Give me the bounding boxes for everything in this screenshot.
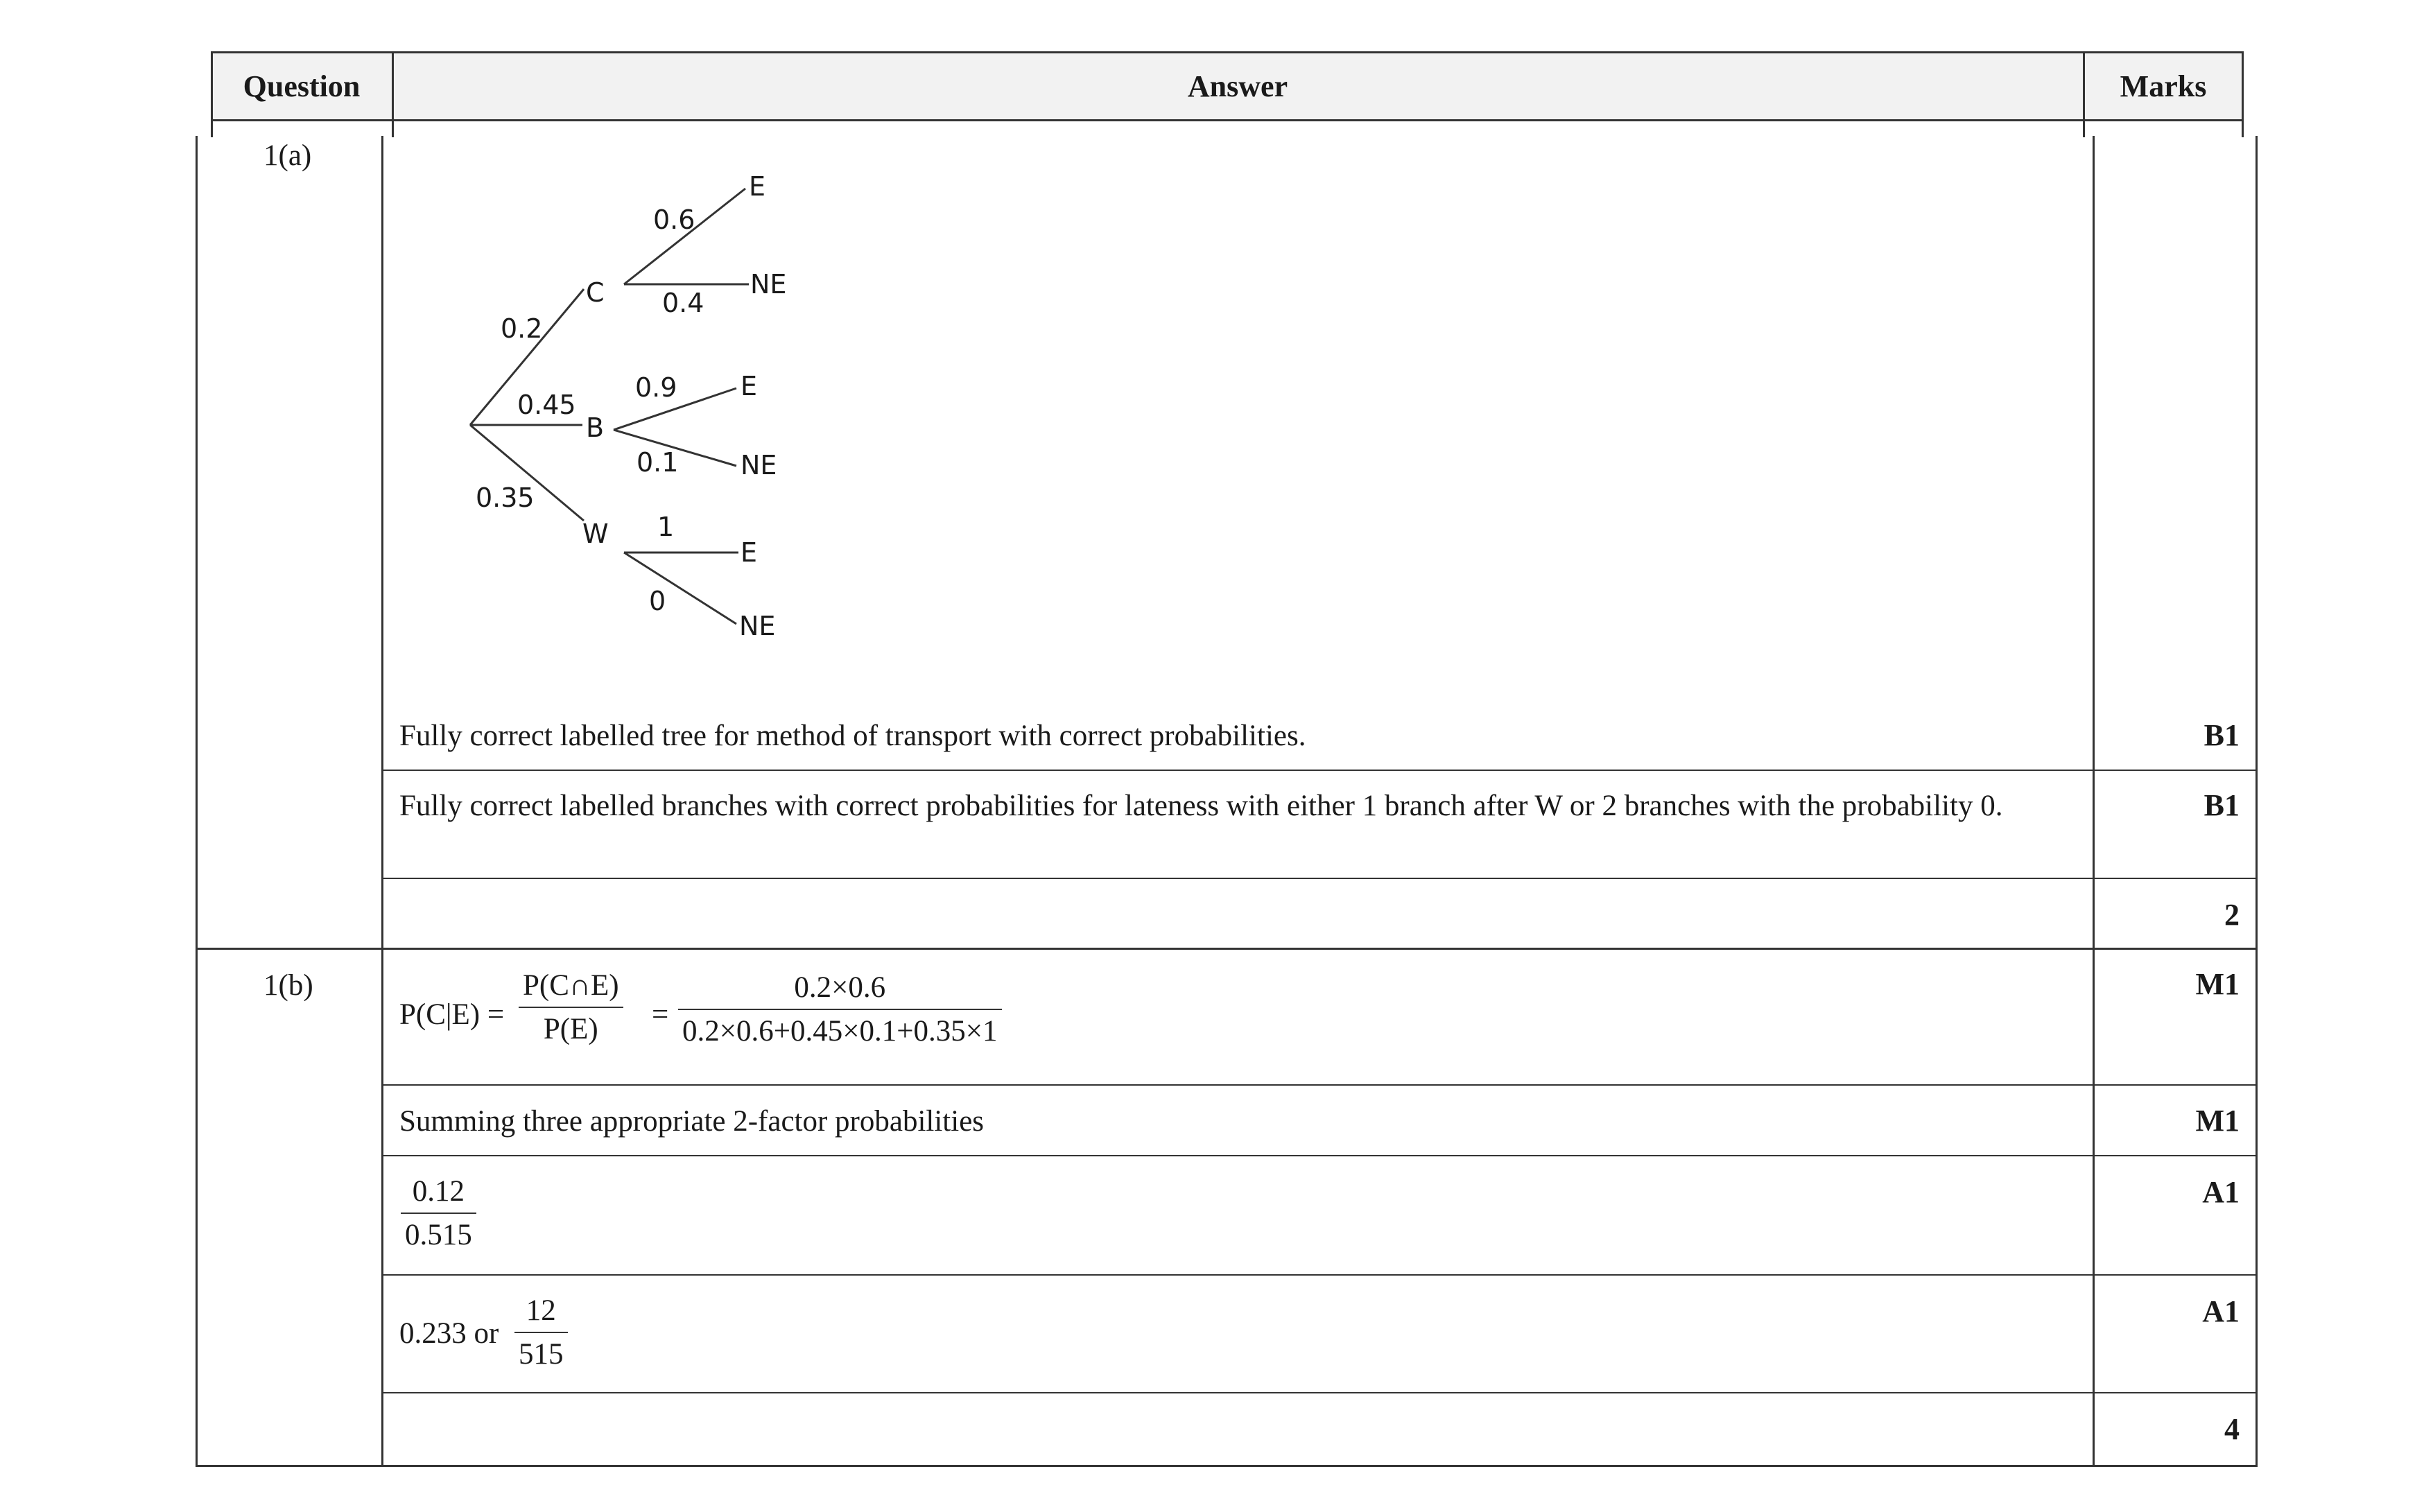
table-right-border: [2255, 136, 2258, 1467]
tree-prob-w-e: 1: [657, 512, 675, 542]
tree-prob-c-e: 0.6: [653, 205, 695, 235]
tree-prob-c-ne: 0.4: [662, 288, 704, 318]
fraction-final: [514, 1294, 568, 1371]
fraction-denominator: P(E): [543, 1013, 598, 1045]
header-divider: [392, 51, 394, 137]
final-answer-prefix: 0.233 or: [399, 1317, 499, 1350]
formula-lhs: P(C|E) =: [399, 998, 505, 1031]
header-bottom-border: [211, 119, 2244, 121]
fraction-numerator: 12: [526, 1294, 556, 1327]
table-bottom-border: [196, 1465, 2258, 1467]
question-separator: [196, 948, 2258, 950]
tree-outcome-e: E: [741, 537, 758, 568]
table-left-border: [196, 136, 198, 1467]
header-question: Question: [211, 51, 392, 121]
mark-a1: A1: [2202, 1294, 2240, 1328]
tree-outcome-ne: NE: [741, 450, 777, 480]
header-answer: Answer: [392, 51, 2083, 121]
header-divider: [211, 51, 213, 137]
tree-outcome-ne: NE: [739, 611, 776, 641]
tree-prob-b: 0.45: [517, 390, 576, 420]
header-divider: [2083, 51, 2085, 137]
tree-node-b: B: [586, 412, 605, 443]
mark-b1: B1: [2203, 718, 2240, 752]
tree-node-c: C: [586, 277, 605, 308]
fraction-denominator: 0.2×0.6+0.45×0.1+0.35×1: [682, 1015, 998, 1048]
total-mark-1b: 4: [2224, 1412, 2240, 1446]
tree-outcome-e: E: [741, 371, 758, 401]
tree-prob-b-ne: 0.1: [637, 447, 679, 478]
header-top-border: [211, 51, 2244, 53]
total-mark-1a: 2: [2224, 898, 2240, 932]
formula-equals: =: [652, 998, 669, 1031]
fraction-denominator: 0.515: [405, 1219, 472, 1251]
row-separator: [381, 770, 2258, 771]
question-label-1a: 1(a): [263, 139, 312, 172]
fraction-numerator: P(C∩E): [523, 969, 619, 1002]
answer-text: Summing three appropriate 2-factor probabilities: [399, 1105, 985, 1138]
row-separator: [381, 1155, 2258, 1156]
mark-a1: A1: [2202, 1175, 2240, 1209]
tree-prob-w: 0.35: [476, 483, 535, 513]
tree-prob-c: 0.2: [501, 313, 543, 344]
probability-tree-diagram: [416, 159, 901, 659]
question-label-1b: 1(b): [263, 969, 313, 1002]
answer-text: Fully correct labelled tree for method of transport with correct probabilities.: [399, 720, 1306, 752]
mark-m1: M1: [2195, 1104, 2240, 1138]
fraction-joint-over-marginal: [519, 968, 623, 1046]
row-separator: [381, 1084, 2258, 1086]
table-column-divider: [381, 136, 383, 1467]
header-divider: [2242, 51, 2244, 137]
tree-outcome-e: E: [749, 171, 766, 202]
fraction-denominator: 515: [519, 1338, 564, 1371]
tree-prob-b-e: 0.9: [635, 372, 677, 403]
row-separator: [381, 1274, 2258, 1276]
fraction-numeric: [678, 971, 1002, 1048]
header-marks: Marks: [2083, 51, 2244, 121]
row-separator: [381, 1392, 2258, 1393]
fraction-numerator: 0.2×0.6: [794, 971, 886, 1004]
tree-outcome-ne: NE: [750, 269, 787, 299]
answer-text: Fully correct labelled branches with correct probabilities for lateness with either 1 branch after W or 2 branches with the probability 0.: [399, 790, 2003, 822]
fraction-numerator: 0.12: [412, 1175, 465, 1208]
mark-m1: M1: [2195, 967, 2240, 1001]
tree-node-w: W: [582, 519, 609, 549]
row-separator: [381, 878, 2258, 879]
fraction-result: [401, 1174, 476, 1252]
tree-prob-w-ne: 0: [649, 586, 666, 616]
table-column-divider: [2093, 136, 2095, 1467]
mark-b1: B1: [2203, 788, 2240, 822]
